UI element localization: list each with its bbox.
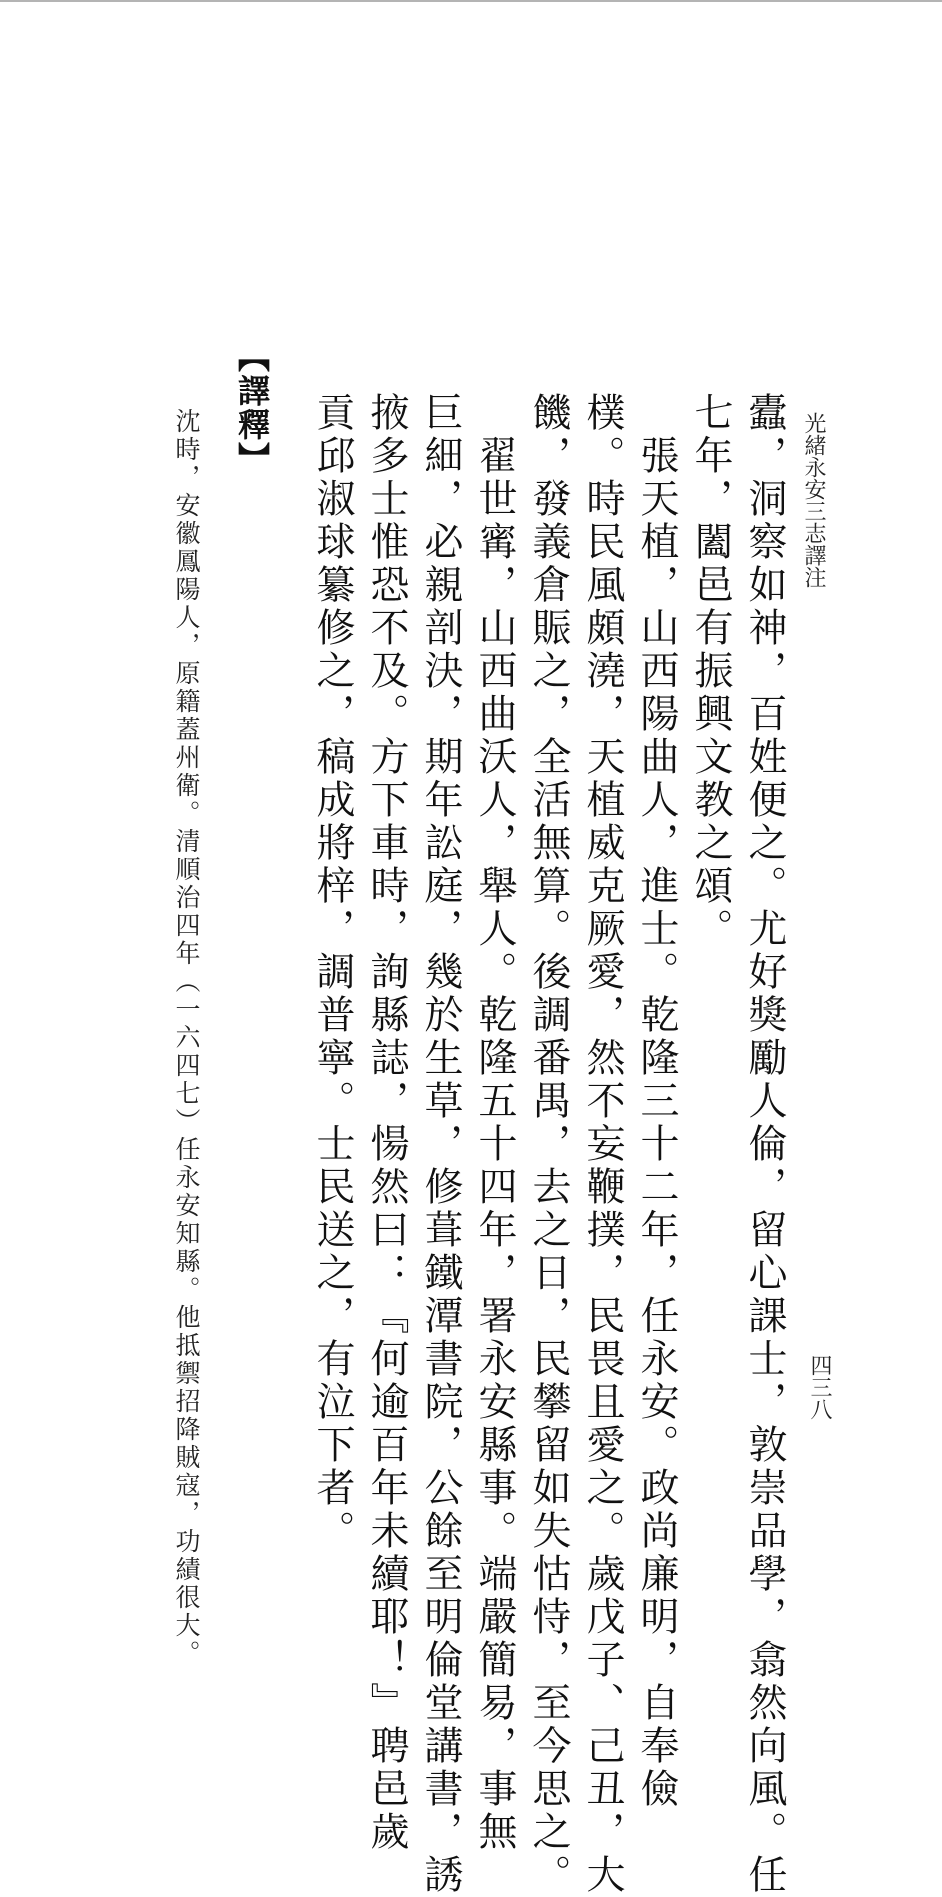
running-header-title: 光緒永安三志譯注 bbox=[801, 412, 826, 588]
text-column: 張天植，山西陽曲人，進士。乾隆三十二年，任永安。政尚廉明，自奉儉 bbox=[634, 392, 679, 1811]
text-column: 饑，發義倉賑之，全活無算。後調番禺，去之日，民攀留如失怙恃，至今思之。 bbox=[526, 392, 571, 1897]
text-column: 蠹，洞察如神，百姓便之。尤好獎勵人倫，留心課士，敦崇品學，翕然向風。任 bbox=[742, 392, 787, 1897]
annotation-heading: 【譯釋】 bbox=[233, 340, 271, 476]
text-column: 翟世寗，山西曲沃人，舉人。乾隆五十四年，署永安縣事。端嚴簡易，事無 bbox=[472, 392, 517, 1854]
top-edge-line bbox=[0, 0, 942, 8]
annotation-text: 沈時，安徽鳳陽人，原籍蓋州衛。清順治四年（一六四七）任永安知縣。他抵禦招降賊寇，功績很大。 bbox=[172, 408, 201, 1668]
text-column: 掖多士惟恐不及。方下車時，詢縣誌，愓然曰：『何逾百年未續耶！』聘邑歲 bbox=[364, 392, 409, 1854]
text-column: 樸。時民風頗澆，天植威克厥愛，然不妄鞭撲，民畏且愛之。歲戊子、己丑，大 bbox=[580, 392, 625, 1897]
text-column: 巨細，必親剖決，期年訟庭，幾於生草，修葺鐵潭書院，公餘至明倫堂講書，誘 bbox=[418, 392, 463, 1897]
text-column: 七年，闔邑有振興文教之頌。 bbox=[688, 392, 733, 951]
text-column: 貢邱淑球纂修之，稿成將梓，調普寧。士民送之，有泣下者。 bbox=[310, 392, 355, 1553]
page-number: 四三八 bbox=[807, 1354, 832, 1420]
